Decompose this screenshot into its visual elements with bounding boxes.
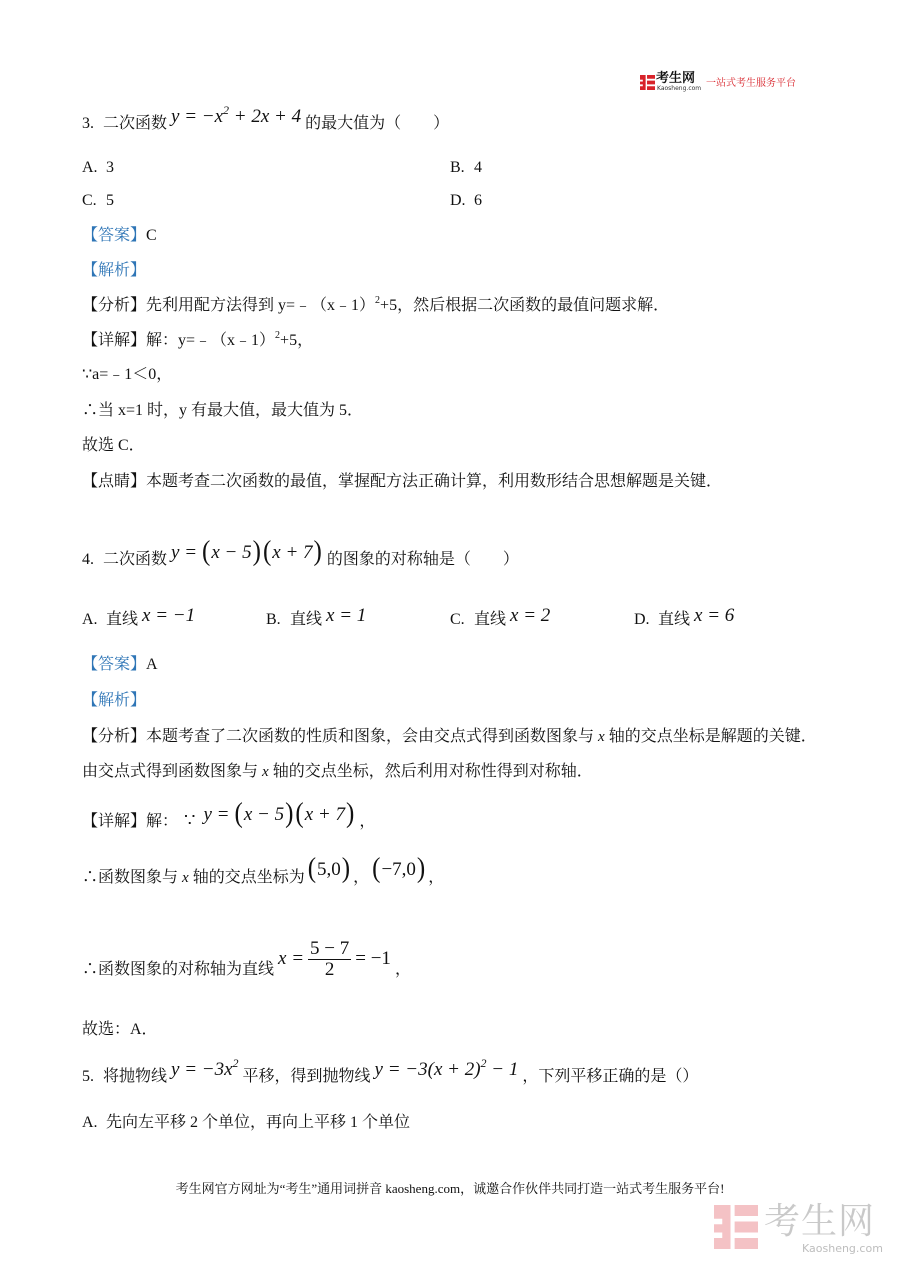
formula-paren: ( (262, 536, 272, 567)
q4-answer (82, 654, 158, 676)
q3-answer (82, 225, 157, 247)
stem-text-pre: 将抛物线 (103, 1068, 168, 1085)
option-text: 6 (474, 192, 482, 209)
formula-paren: ( (234, 798, 243, 829)
option-text: 直线 (106, 611, 139, 628)
formula-part: x − 5 (243, 804, 285, 825)
formula-part: y = −3(x + 2) (374, 1059, 481, 1080)
question-number: 5. (82, 1068, 94, 1085)
formula-paren: ) (341, 853, 351, 884)
formula-exponent: 2 (223, 103, 230, 117)
formula-part: x + 7 (272, 542, 313, 563)
option-label: D. (450, 192, 466, 209)
formula-exponent: 2 (232, 1056, 239, 1070)
option-label: B. (266, 611, 281, 628)
stem-text-post: ，下列平移正确的是（） (522, 1068, 699, 1085)
analysis-text: 先利用配方法得到 y=﹣（x﹣1） (146, 297, 376, 314)
formula-paren: ( (307, 853, 317, 884)
formula-part: − 1 (486, 1059, 519, 1080)
answer-tag: 【答案】 (82, 227, 147, 244)
formula-paren: ( (202, 536, 211, 567)
exponent: 2 (375, 295, 381, 306)
q4-option-a (82, 605, 199, 631)
logo-brand-name: 考生网 (656, 71, 696, 86)
watermark-brand-domain: Kaosheng.com (802, 1242, 883, 1255)
option-formula: x = 6 (694, 605, 735, 626)
question-number: 4. (82, 551, 94, 568)
solution-text: 解： (146, 813, 179, 830)
option-formula: x = 1 (326, 605, 367, 626)
q4-fenxi (82, 726, 817, 748)
watermark-brand-name: 考生网 (764, 1201, 876, 1242)
q3-option-d (450, 190, 482, 212)
formula-paren: ( (295, 798, 304, 829)
stem-text-pre: 二次函数 (103, 115, 168, 132)
q4-xiangjie (82, 798, 376, 831)
q4-choice (82, 1019, 158, 1041)
section-tag: 【分析】 (82, 728, 147, 745)
formula-exponent: 2 (480, 1056, 487, 1070)
option-text: 4 (474, 159, 482, 176)
q5-option-a (82, 1112, 410, 1134)
solution-text: ， (359, 813, 376, 830)
fraction (308, 939, 351, 980)
formula-part: y = −x (171, 106, 224, 127)
option-formula: x = −1 (142, 605, 196, 626)
kaosheng-watermark-icon (714, 1205, 758, 1249)
solution-text: 解：y=﹣（x﹣1） (146, 332, 276, 349)
stem-text-post: 的图象的对称轴是（ ） (326, 551, 519, 568)
math-variable: x (182, 870, 189, 886)
formula-paren: ( (372, 853, 381, 884)
fraction-numerator: 5 − 7 (310, 938, 350, 960)
option-text: 直线 (474, 611, 507, 628)
analysis-text: 轴的交点坐标是解题的关键． (608, 728, 817, 745)
formula-paren: ) (252, 536, 261, 567)
q4-option-b (266, 605, 370, 631)
q4-formula (171, 536, 323, 567)
q4-solution-formula (203, 798, 355, 829)
q4-analysis-heading (82, 690, 146, 712)
point-coords: 5,0 (317, 859, 341, 880)
option-text: 直线 (658, 611, 691, 628)
option-label: A. (82, 611, 98, 628)
formula-paren: ) (346, 798, 355, 829)
formula-paren: ) (313, 536, 322, 567)
intercept-point (307, 853, 351, 884)
section-tag: 【详解】 (82, 813, 147, 830)
logo-brand-domain: Kaosheng.com (657, 85, 702, 92)
q4-option-d (634, 605, 738, 631)
option-text: 直线 (290, 611, 323, 628)
intercept-point (371, 853, 426, 884)
analysis-text: 轴的交点坐标，然后利用对称性得到对称轴． (272, 763, 593, 780)
formula-part: y = −3x (171, 1059, 233, 1080)
q3-step-1 (82, 364, 172, 386)
section-tag: 【分析】 (82, 297, 147, 314)
header-logo (640, 72, 810, 94)
solution-text: ∴当 x=1 时，y 有最大值，最大值为 5． (82, 402, 364, 419)
formula-part: y = (171, 542, 198, 563)
option-label: B. (450, 159, 465, 176)
analysis-text: 本题考查了二次函数的性质和图象，会由交点式得到函数图象与 (146, 728, 595, 745)
kaosheng-logo-icon (640, 75, 655, 90)
analysis-text: 由交点式得到函数图象与 (82, 763, 259, 780)
q3-option-a (82, 157, 114, 179)
fraction-denominator: 2 (324, 959, 335, 981)
q5-formula-1 (171, 1056, 239, 1080)
option-text: 3 (106, 159, 114, 176)
solution-text: 故选 C． (82, 437, 145, 454)
exponent: 2 (275, 330, 281, 341)
formula-part: x + 7 (304, 804, 346, 825)
q4-intercepts (82, 853, 445, 889)
axis-formula (278, 938, 391, 981)
formula-part: + 2x + 4 (229, 106, 302, 127)
solution-text: ， (428, 869, 445, 886)
solution-text: ， (394, 961, 411, 978)
formula-part: = −1 (355, 948, 391, 969)
stem-text-post: 的最大值为（ ） (305, 115, 450, 132)
q3-fenxi (82, 295, 669, 317)
math-variable: x (262, 764, 269, 780)
q4-stem (82, 536, 519, 571)
stem-text-pre: 二次函数 (103, 551, 168, 568)
formula-paren: ) (416, 853, 426, 884)
answer-tag: 【答案】 (82, 656, 147, 673)
answer-value: C (146, 227, 157, 244)
solution-text: ∴函数图象的对称轴为直线 (82, 961, 275, 978)
math-variable: x (598, 729, 605, 745)
logo-slogan: 一站式考生服务平台 (706, 78, 796, 89)
q3-analysis-heading (82, 260, 146, 282)
option-label: C. (450, 611, 465, 628)
formula-part: x − 5 (211, 542, 252, 563)
page-footer: 考生网官方网址为“考生”通用词拼音 kaosheng.com，诚邀合作伙伴共同打造一站式考生服务平台! (175, 1181, 725, 1196)
solution-text: ， (353, 869, 370, 886)
solution-text: ∴函数图象与 (82, 869, 179, 886)
formula-paren: ) (285, 798, 294, 829)
point-coords: −7,0 (381, 859, 416, 880)
analysis-tag: 【解析】 (82, 262, 147, 279)
option-label: A. (82, 1114, 98, 1131)
solution-text: ∵a=﹣1＜0， (82, 366, 173, 383)
q3-dianjing (82, 471, 722, 493)
because-symbol: ∵ (184, 810, 196, 830)
solution-text: 故选：A． (82, 1021, 158, 1038)
question-number: 3. (82, 115, 94, 132)
answer-value: A (146, 656, 158, 673)
analysis-text: +5，然后根据二次函数的最值问题求解． (380, 297, 670, 314)
formula-part: y = (203, 804, 230, 825)
solution-text: +5， (280, 332, 314, 349)
q3-stem (82, 103, 450, 135)
q3-option-b (450, 157, 482, 179)
q3-xiangjie (82, 330, 313, 352)
q3-option-c (82, 190, 114, 212)
stem-text-mid: 平移，得到抛物线 (242, 1068, 371, 1085)
option-label: C. (82, 192, 97, 209)
option-label: D. (634, 611, 650, 628)
section-tag: 【详解】 (82, 332, 147, 349)
q3-formula (171, 103, 302, 127)
q5-stem (82, 1056, 699, 1088)
formula-part: x = (278, 948, 305, 969)
q3-choice (82, 435, 145, 457)
option-text: 5 (106, 192, 114, 209)
q4-option-c (450, 605, 554, 631)
comment-text: 本题考查二次函数的最值，掌握配方法正确计算，利用数形结合思想解题是关键． (146, 473, 723, 490)
q3-step-2 (82, 400, 363, 422)
option-label: A. (82, 159, 98, 176)
option-formula: x = 2 (510, 605, 551, 626)
option-text: 先向左平移 2 个单位，再向上平移 1 个单位 (106, 1114, 411, 1131)
section-tag: 【点睛】 (82, 473, 147, 490)
q5-formula-2 (374, 1056, 519, 1080)
solution-text: 轴的交点坐标为 (192, 869, 305, 886)
q4-fenxi-2 (82, 761, 593, 783)
analysis-tag: 【解析】 (82, 692, 147, 709)
q4-axis (82, 938, 411, 981)
